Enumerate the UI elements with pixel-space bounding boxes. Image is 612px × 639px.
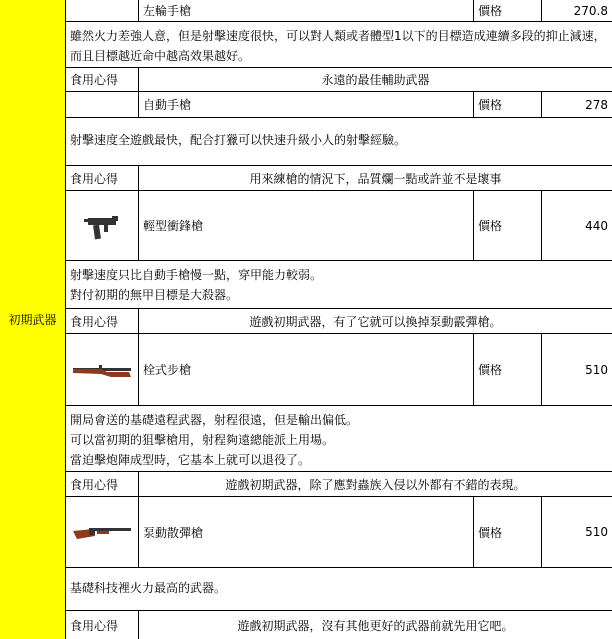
description-row: [66, 118, 612, 166]
description-line: 而且目標越近命中越高效果越好。: [70, 49, 251, 63]
price-value: 270.8: [573, 3, 608, 18]
tip-text: 用來練槍的情況下，品質爛一點或許並不是壞事: [249, 171, 502, 186]
tip-row: [66, 166, 612, 191]
weapon-name: 栓式步槍: [139, 334, 474, 405]
description-line: 對付初期的無甲目標是大殺器。: [70, 288, 239, 302]
description-line: 可以當初期的狙擊槍用，射程夠遠總能派上用場。: [70, 433, 335, 447]
tip-text: 遊戲初期武器，沒有其他更好的武器前就先用它吧。: [237, 618, 514, 633]
weapon-name: 輕型衝鋒槍: [139, 191, 474, 260]
description-line: 當迫擊炮陣成型時，它基本上就可以退役了。: [70, 453, 311, 467]
tip-row: [66, 309, 612, 334]
table-row: [66, 92, 612, 118]
weapon-description: [66, 261, 612, 305]
table-row: [66, 497, 612, 568]
bolt-action-rifle-icon: [71, 360, 133, 380]
tip-text: 遊戲初期武器，有了它就可以換掉泵動霰彈槍。: [249, 314, 502, 329]
weapon-description: [66, 22, 612, 66]
price-value: 510: [585, 362, 608, 377]
tip-text: 遊戲初期武器，除了應對蟲族入侵以外都有不錯的表現。: [225, 477, 526, 492]
tip-label: 食用心得: [66, 611, 139, 639]
table-row: [66, 334, 612, 406]
weapon-name: 泵動散彈槍: [139, 497, 474, 567]
description-row: [66, 406, 612, 472]
tip-row: [66, 611, 612, 639]
weapon-description: [66, 406, 612, 470]
tip-row: [66, 68, 612, 92]
table-row: [66, 191, 612, 261]
table-row: [66, 0, 612, 22]
tip-label: 食用心得: [66, 68, 139, 91]
price-label: 價格: [474, 497, 542, 567]
description-line: 基礎科技裡火力最高的武器。: [70, 581, 227, 595]
weapon-description: [66, 118, 612, 150]
description-line: 射擊速度只比自動手槍慢一點，穿甲能力較弱。: [70, 268, 323, 282]
weapon-name: 自動手槍: [139, 92, 474, 117]
image-cell: [66, 191, 139, 260]
image-cell: [66, 92, 139, 117]
category-cell: [0, 0, 66, 639]
image-cell: [66, 0, 139, 21]
table-body: [66, 0, 612, 639]
tip-label: 食用心得: [66, 166, 139, 190]
description-line: 雖然火力差強人意，但是射擊速度很快，可以對人類或者體型1以下的目標造成連續多段的抑止減速，: [70, 29, 606, 43]
image-cell: [66, 497, 139, 567]
smg-icon: [82, 208, 122, 244]
price-label: 價格: [474, 334, 542, 405]
description-row: [66, 568, 612, 611]
description-line: 射擊速度全遊戲最快，配合打獵可以快速升級小人的射擊經驗。: [70, 133, 407, 147]
price-label: 價格: [474, 0, 542, 21]
description-row: [66, 261, 612, 309]
tip-row: [66, 472, 612, 497]
weapon-name: 左輪手槍: [139, 0, 474, 21]
price-value: 510: [585, 525, 608, 539]
tip-label: 食用心得: [66, 309, 139, 333]
pump-shotgun-icon: [71, 521, 133, 543]
price-label: 價格: [474, 92, 542, 117]
tip-label: 食用心得: [66, 472, 139, 496]
category-label: 初期武器: [8, 313, 57, 327]
price-value: 440: [585, 218, 608, 233]
image-cell: [66, 334, 139, 405]
price-value: 278: [585, 97, 608, 112]
description-row: [66, 22, 612, 68]
tip-text: 永遠的最佳輔助武器: [321, 73, 430, 87]
price-label: 價格: [474, 191, 542, 260]
description-line: 開局會送的基礎遠程武器，射程很遠，但是輸出偏低。: [70, 413, 359, 427]
weapon-description: [66, 568, 612, 598]
